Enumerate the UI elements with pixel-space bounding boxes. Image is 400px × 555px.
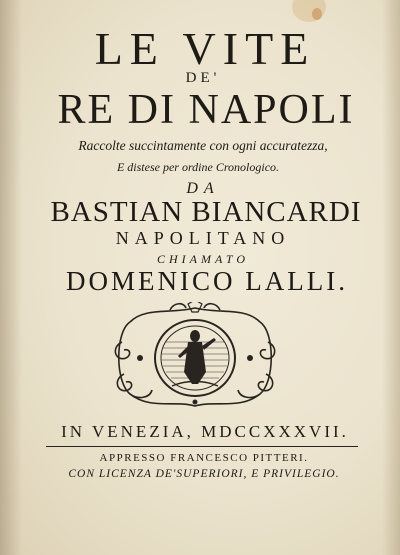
author-origin: NAPOLITANO	[115, 228, 291, 248]
imprint-license: CON LICENZA DE'SUPERIORI, E PRIVILEGIO.	[68, 468, 340, 480]
book-title: LE VITE	[94, 23, 316, 74]
foxing-stain	[312, 8, 322, 20]
author-by: DA	[186, 180, 220, 197]
subtitle-line-2: E distese per ordine Cronologico.	[116, 160, 280, 174]
book-title-continued: RE DI NAPOLI	[57, 87, 355, 133]
author-name: BASTIAN BIANCARDI	[50, 196, 362, 228]
imprint-place-date: IN VENEZIA, MDCCXXXVII.	[61, 422, 349, 441]
title-connector: DE'	[185, 70, 221, 86]
divider-rule	[46, 446, 358, 447]
author-alias: DOMENICO LALLI.	[66, 266, 348, 296]
author-alias-intro: CHIAMATO	[157, 252, 249, 266]
printers-device-emblem-icon	[110, 302, 280, 412]
imprint-printer: APPRESSO FRANCESCO PITTERI.	[99, 452, 309, 464]
subtitle-line-1: Raccolte succintamente con ogni accuratezza,	[78, 138, 328, 153]
